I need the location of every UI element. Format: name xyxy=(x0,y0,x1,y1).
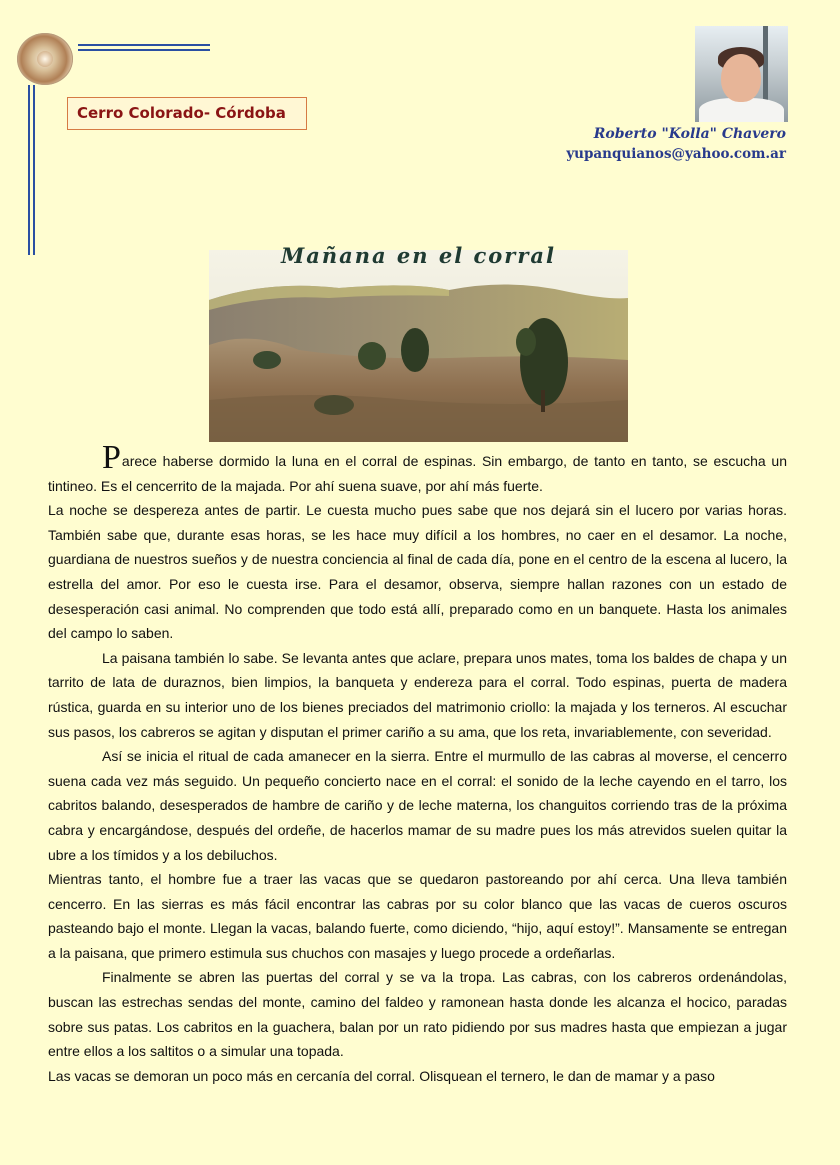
paragraph: Mientras tanto, el hombre fue a traer las vacas que se quedaron pastoreando por ahí cerca. Una lleva también cencerro. En las sierras es más fácil encontrar las cabras por su color blanco que las vacas de cueros oscuros pasteando bajo el monte. Llegan la vacas, balando fuerte, como diciendo, “hijo, aquí estoy!”. Mansamente se entregan a la paisana, que primero estimula sus chuchos con masajes y luego procede a ordeñarlas. xyxy=(48,871,787,961)
drop-cap: P xyxy=(102,439,121,476)
decorative-rule-top xyxy=(78,44,210,46)
decorative-rule-left xyxy=(28,85,30,255)
article-body xyxy=(48,439,787,1088)
paragraph: Parece haberse dormido la luna en el corral de espinas. Sin embargo, de tanto en tanto, se escucha un tintineo. Es el cencerrito de la majada. Por ahí suena suave, por ahí más fuerte. xyxy=(48,439,787,494)
paragraph: La paisana también lo sabe. Se levanta antes que aclare, prepara unos mates, toma los baldes de chapa y un tarrito de lata de duraznos, bien limpios, la banqueta y endereza para el corral. Todo espinas, puerta de madera rústica, guarda en su interior uno de los bienes preciados del matrimonio criollo: la majada y los terneros. Al escuchar sus pasos, los cabreros se agitan y disputan el primer cariño a su ama, que los reta, invariablemente, con severidad. xyxy=(48,649,787,740)
logo-emblem xyxy=(17,33,73,85)
decorative-rule-top-2 xyxy=(78,49,210,51)
author-photo xyxy=(695,26,788,122)
decorative-rule-left-2 xyxy=(33,85,35,255)
article-title: Mañana en el corral xyxy=(280,243,556,268)
paragraph: Las vacas se demoran un poco más en cercanía del corral. Olisquean el ternero, le dan de mamar y a paso xyxy=(48,1067,715,1084)
author-email: yupanquianos@yahoo.com.ar xyxy=(566,146,786,162)
paragraph: Así se inicia el ritual de cada amanecer en la sierra. Entre el murmullo de las cabras al moverse, el cencerro suena cada vez más seguido. Un pequeño concierto nace en el corral: el sonido de la leche cayendo en el tarro, los cabritos balando, desesperados de hambre de cariño y de leche materna, los changuitos corriendo tras de la próxima cabra y encargándose, después del ordeñe, de hacerlos mamar de su madre pues los más atrevidos suelen quitar la ubre a los tímidos y a los debiluchos. xyxy=(48,748,787,863)
location-label: Cerro Colorado- Córdoba xyxy=(67,97,307,130)
paragraph: Finalmente se abren las puertas del corral y se va la tropa. Las cabras, con los cabreros ordenándolas, buscan las estrechas sendas del monte, camino del faldeo y ramonean hasta donde les alcanza el hocico, paradas sobre sus patas. Los cabritos en la guachera, balan por un rato pidiendo por sus madres hasta que empiezan a jugar entre ellos a los saltitos o a simular una topada. xyxy=(48,969,787,1060)
paragraph: La noche se despereza antes de partir. Le cuesta mucho pues sabe que nos dejará sin el lucero por varias horas. También sabe que, durante esas horas, se les hace muy difícil a los hombres, no caer en el desamor. La noche, guardiana de nuestros sueños y de nuestra conciencia al final de cada día, pone en el centro de la escena al lucero, la estrella del amor. Por eso le cuesta irse. Para el desamor, observa, siempre hallan razones con un estado de desesperación casi animal. No comprenden que todo está allí, preparado como en un banquete. Hasta los animales del campo lo saben. xyxy=(48,502,787,642)
author-name: Roberto "Kolla" Chavero xyxy=(593,126,786,142)
landscape-photo xyxy=(209,250,628,442)
